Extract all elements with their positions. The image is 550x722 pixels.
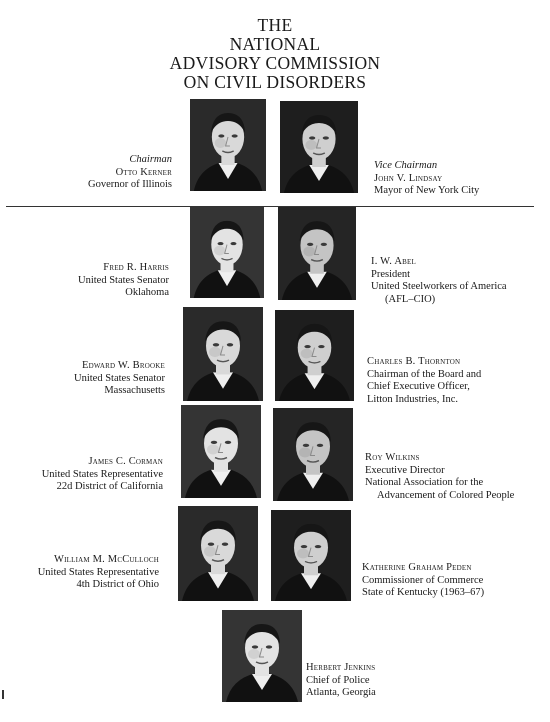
portrait-image bbox=[271, 510, 351, 601]
caption-wilkins bbox=[365, 452, 514, 502]
member-title: Commissioner of Commerce bbox=[362, 574, 484, 586]
title-line-1: THE bbox=[257, 15, 293, 35]
caption-lindsay bbox=[374, 160, 479, 198]
member-title: United Steelworkers of America bbox=[371, 281, 507, 293]
member-name: Charles B. Thornton bbox=[367, 356, 461, 367]
portrait-image bbox=[273, 408, 353, 501]
divider-rule bbox=[6, 206, 534, 207]
portrait-photo-mcculloch bbox=[178, 506, 258, 601]
member-title: Mayor of New York City bbox=[374, 185, 480, 197]
portrait-photo-wilkins bbox=[273, 408, 353, 501]
caption-harris bbox=[78, 262, 169, 300]
title-line-4: ON CIVIL DISORDERS bbox=[183, 72, 367, 92]
title-line-2: NATIONAL bbox=[229, 34, 321, 54]
member-title: Advancement of Colored People bbox=[377, 489, 515, 501]
portrait-photo-thornton bbox=[275, 310, 354, 401]
member-title: Executive Director bbox=[365, 464, 445, 476]
member-title: 4th District of Ohio bbox=[76, 579, 159, 591]
portrait-photo-kerner bbox=[190, 99, 266, 191]
scan-mark bbox=[2, 690, 4, 699]
member-title: State of Kentucky (1963–67) bbox=[362, 587, 485, 599]
member-name: James C. Corman bbox=[88, 456, 163, 467]
portrait-image bbox=[190, 207, 264, 298]
member-title: United States Senator bbox=[78, 274, 169, 286]
member-title: President bbox=[371, 268, 411, 280]
member-title: Governor of Illinois bbox=[88, 179, 172, 191]
member-name: Edward W. Brooke bbox=[81, 360, 165, 371]
caption-jenkins bbox=[306, 662, 376, 700]
portrait-photo-harris bbox=[190, 207, 264, 298]
portrait-image bbox=[190, 99, 266, 191]
member-title: United States Representative bbox=[41, 468, 163, 480]
member-title: 22d District of California bbox=[56, 481, 163, 493]
member-name: Roy Wilkins bbox=[365, 452, 420, 463]
portrait-photo-peden bbox=[271, 510, 351, 601]
member-title: Chief of Police bbox=[306, 674, 370, 686]
portrait-image bbox=[278, 207, 356, 300]
member-title: Massachusetts bbox=[104, 385, 165, 397]
portrait-photo-lindsay bbox=[280, 101, 358, 193]
member-title: (AFL–CIO) bbox=[385, 293, 436, 305]
member-name: Herbert Jenkins bbox=[306, 662, 376, 673]
member-name: I. W. Abel bbox=[371, 256, 416, 267]
caption-kerner bbox=[88, 154, 172, 192]
member-title: National Association for the bbox=[365, 477, 484, 489]
portrait-photo-jenkins bbox=[222, 610, 302, 702]
portrait-image bbox=[178, 506, 258, 601]
member-title: Oklahoma bbox=[125, 287, 169, 299]
member-name: Fred R. Harris bbox=[103, 262, 169, 273]
portrait-image bbox=[275, 310, 354, 401]
member-role: Chairman bbox=[129, 154, 172, 165]
member-title: Chairman of the Board and bbox=[367, 368, 482, 380]
portrait-photo-brooke bbox=[183, 307, 263, 401]
portrait-photo-abel bbox=[278, 207, 356, 300]
caption-thornton bbox=[367, 356, 481, 406]
caption-brooke bbox=[74, 360, 165, 398]
member-name: Katherine Graham Peden bbox=[362, 562, 472, 573]
portrait-photo-corman bbox=[181, 405, 261, 498]
portrait-image bbox=[183, 307, 263, 401]
caption-corman bbox=[42, 456, 163, 494]
page-title bbox=[150, 16, 400, 92]
title-line-3: ADVISORY COMMISSION bbox=[169, 53, 381, 73]
member-name: William M. McCulloch bbox=[53, 554, 159, 565]
portrait-image bbox=[280, 101, 358, 193]
member-title: United States Representative bbox=[37, 566, 159, 578]
member-title: Atlanta, Georgia bbox=[306, 687, 376, 699]
caption-peden bbox=[362, 562, 484, 600]
member-title: Litton Industries, Inc. bbox=[367, 393, 458, 405]
caption-mcculloch bbox=[38, 554, 159, 592]
member-name: John V. Lindsay bbox=[374, 172, 443, 184]
caption-abel bbox=[371, 256, 507, 306]
portrait-image bbox=[222, 610, 302, 702]
member-role: Vice Chairman bbox=[374, 160, 438, 171]
member-title: United States Senator bbox=[74, 372, 165, 384]
member-name: Otto Kerner bbox=[115, 166, 172, 178]
member-title: Chief Executive Officer, bbox=[367, 381, 470, 393]
portrait-image bbox=[181, 405, 261, 498]
